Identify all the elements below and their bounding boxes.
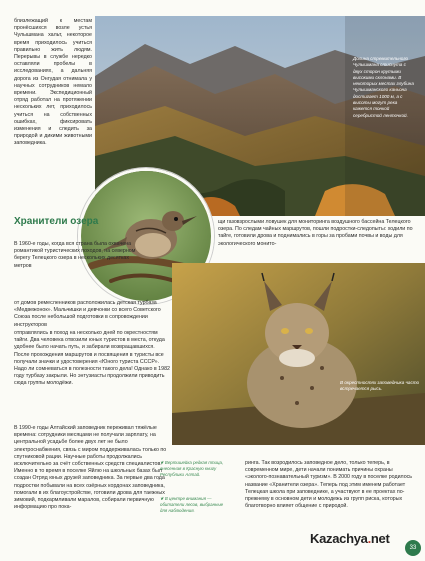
- leaf-icon: ❦: [160, 496, 165, 501]
- lynx-illustration: [172, 263, 425, 445]
- paragraph: от домов ремесленников расположилась детская турбаза «Медвежонок». Мальчишки и девчонки со всего Советского Союза после небольшой подготовки в сопровождении инструкторов: [14, 300, 161, 328]
- paragraph: ринга. Так возродилось заповедное дело, только теперь, в современном мире, дети начали понимать причины охраны «эколого-познавательный туризм». В 2000 году в поселке родилось название «Хранители озера». Теперь под этим именем работает Телецкая школа при заповеднике, а участвуют в ее проектах по-прежнему в основном дети и молодежь из групп риска, которых благотворно влияет общение с природой.: [245, 460, 413, 510]
- leaf-icon: ❦: [160, 460, 165, 465]
- watermark-main: Kazachya: [310, 531, 368, 546]
- watermark-suffix: net: [370, 531, 390, 546]
- text-block-monitoring: [218, 219, 418, 248]
- watermark-dot: .: [367, 531, 371, 546]
- lynx-caption: В окрестностях заповедника часто встречается рысь.: [340, 380, 420, 392]
- page-number: 33: [405, 540, 421, 556]
- lynx-photo: [172, 263, 425, 445]
- section-title: Хранители озера: [14, 216, 99, 227]
- paragraph: В 1990-е годы Алтайский заповедник переживал тяжёлые времена: сотрудники месяцами не получали зарплату, на центральной усадьбе более двух лет не было электроснабжения, связь с миром поддерживалась только по спутниковой рации. Научные работы продолжались исключительно за счёт собственных средств специалистов. Именно в то время в поселке Яйлю на школьных базах был создан Отряд юных друзей заповедника. За первые два года подростки побывали на всех озёрных кордонах заповедника, помогали в их благоустройстве, готовили дрова для таежных зимовий, подкармливали маралов, собирали первичную информацию про пока-: [14, 425, 167, 511]
- text-block-turbaza: [14, 300, 174, 329]
- leaf-caption-center: [160, 496, 230, 514]
- caption-text: В центре внимания — обитатели лесов, выбранные для наблюдения.: [160, 496, 224, 513]
- text-block-1990s: [14, 425, 171, 511]
- paragraph: щи газовзрослыми ловушек для мониторинга воздушного бассейна Телецкого озера. По следам чайных маршрутов, пошли подростки-следопыты: ходили по тайге, готовили дрова и поднимались в горы за пробами почвы и воды для экологического монито-: [218, 219, 413, 247]
- text-block-hikes: [14, 330, 171, 388]
- caption-text: Вертишейка редкая птица, внесенная в Красную книгу Республики Алтай.: [160, 460, 224, 477]
- watermark: [310, 531, 390, 546]
- paragraph: В 1960-е годы, когда вся страна была охвачена романтикой туристических походов, на северном берегу Телецкого озера в нескольких десятках метров: [14, 241, 136, 269]
- leaf-caption-wryneck: [160, 460, 230, 478]
- paragraph: близлежащий к местам пронёсшихся возле устья Чулышмана хальт, некоторое время приходилось учиться правильно жить людям. Перерывы в службе нередко оставляли пробелы в исследованиях, а дальняя дорога из Онгудая отнимала у научных сотрудников немало времени. Экспедиционный отряд работал на протяжении нескольких лет, приходилось учиться на собственных ошибках, фиксировать изменения и следить за природой и дикими животными заповедника.: [14, 18, 92, 147]
- text-block-keepers: [245, 460, 417, 510]
- text-block-intro: [14, 241, 144, 270]
- canyon-caption: Долина стремительного Чулышмана стиснута с двух сторон крутыми высокими склонами. В некоторых местах глубина Чулышманского каньона достигает 1000 м, а с высоты могут река кажется тонкой серебристой ленточкой.: [353, 56, 414, 118]
- paragraph: отправлялись в поход на несколько дней по окрестностям тайги. Два человека отвозили юных туристов в места, откуда удобнее было начать путь, и забирали возвращавшихся. После прохождения маршрутов и посвящения в туристы все получали значки и удостоверения «Юного туриста СССР». Надо ли сомневаться в полезности такого дела! Однако в 1982 году турбазу закрыли. Но энтузиасты продолжили приводить сюда группы молодёжи.: [14, 330, 170, 387]
- text-column-left: [14, 18, 92, 148]
